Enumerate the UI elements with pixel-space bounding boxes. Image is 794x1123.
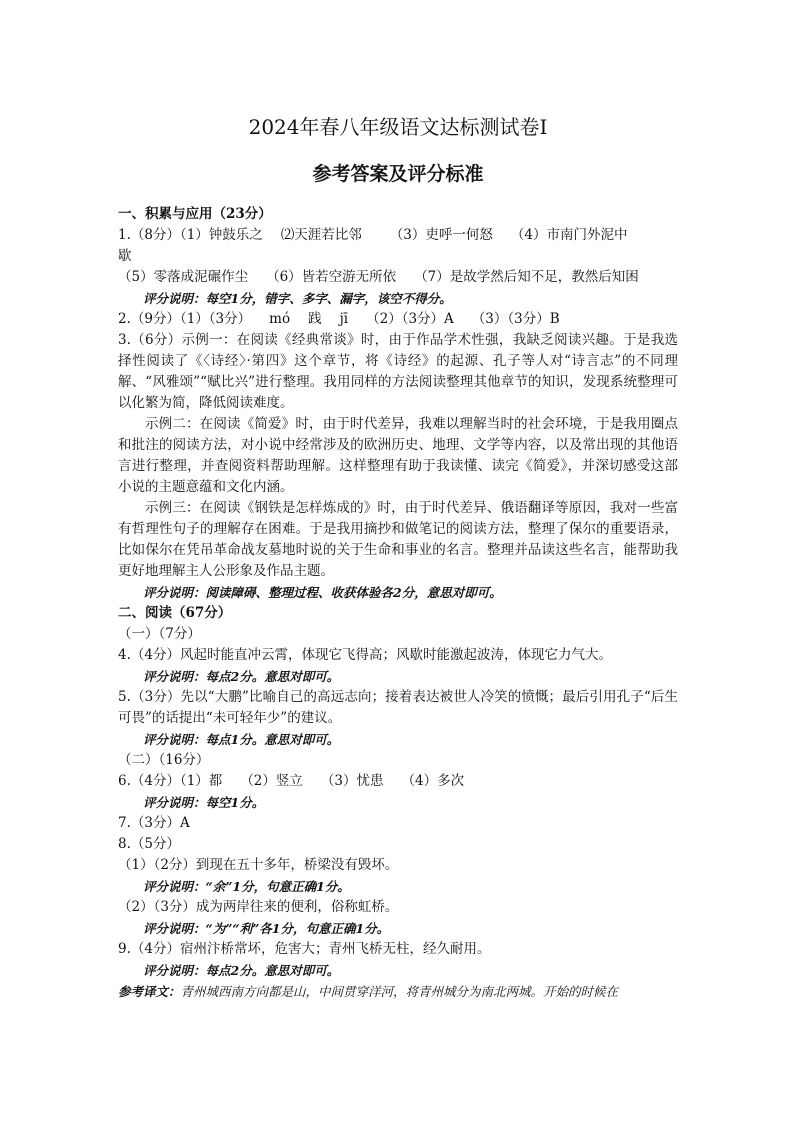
reference-translation bbox=[118, 981, 678, 1002]
q2-part-2: （2）（3分）A bbox=[366, 311, 454, 327]
q2-pinyin-2: jī bbox=[339, 311, 349, 327]
q4-answer: 4.（4分）风起时能直冲云霄，体现它飞得高；风歇时能激起波涛，体现它力气大。 bbox=[118, 647, 612, 663]
q1-line-2 bbox=[118, 267, 678, 288]
q8-2-answer: （2）（3分）成为两岸往来的便利，俗称虹桥。 bbox=[118, 899, 399, 915]
part-1-label: （一）（7分） bbox=[118, 626, 201, 642]
q3-scoring-note: 评分说明：阅读障碍、整理过程、收获体验各2分，意思对即可。 bbox=[143, 585, 502, 600]
q7-answer: 7.（3分）A bbox=[118, 815, 190, 831]
q6-item-1: 6.（4分）（1）都 bbox=[118, 773, 223, 789]
q6-line bbox=[118, 771, 678, 792]
q1-item-4: （4）市南门外泥中 bbox=[510, 227, 628, 243]
q1-scoring-note: 评分说明：每空1分，错字、多字、漏字，该空不得分。 bbox=[143, 291, 452, 306]
q8-1-scoring-note: 评分说明：“余”1分，句意正确1分。 bbox=[143, 879, 350, 894]
q6-item-2: （2）竖立 bbox=[240, 773, 303, 789]
q8-label: 8.（5分） bbox=[118, 836, 180, 852]
q5-scoring-note: 评分说明：每点1分。意思对即可。 bbox=[143, 732, 340, 747]
q9-scoring-note: 评分说明：每点2分。意思对即可。 bbox=[143, 963, 340, 978]
q6-scoring-note: 评分说明：每空1分。 bbox=[143, 795, 265, 810]
q2-pinyin-1: mó bbox=[269, 311, 291, 327]
translation-label: 参考译文： bbox=[118, 984, 181, 999]
q6-item-3: （3）忧患 bbox=[320, 773, 384, 789]
q9-answer: 9.（4分）宿州汴桥常坏，危害大；青州飞桥无柱，经久耐用。 bbox=[118, 941, 491, 957]
part-2-label: （二）（16分） bbox=[118, 752, 210, 768]
q1-item-1: 1.（8分）（1）钟鼓乐之 bbox=[118, 227, 263, 243]
q4-scoring-note: 评分说明：每点2分。意思对即可。 bbox=[143, 669, 340, 684]
q1-item-2: ⑵天涯若比邻 bbox=[280, 227, 362, 243]
section-2-heading: 二、阅读（67分） bbox=[118, 605, 232, 621]
q2-part-3: （3）（3分）B bbox=[471, 311, 560, 327]
q3-example-3: 示例三：在阅读《钢铁是怎样炼成的》时，由于时代差异、俄语翻译等原因，我对一些富有哲理性句子的理解存在困难。于是我用摘抄和做笔记的阅读方法，整理了保尔的重要语录，比如保尔在凭吊革命战友墓地时说的关于生命和事业的名言。整理并品读这些名言，能帮助我更好地理解主人公形象及作品主题。 bbox=[118, 500, 678, 579]
translation-text: 青州城西南方向都是山，中间贯穿洋河，将青州城分为南北两城。开始的时候在 bbox=[180, 984, 619, 999]
q2-part-1: 2.（9分）（1）（3分） bbox=[118, 311, 252, 327]
q1-item-3: （3）吏呼一何怒 bbox=[389, 227, 493, 243]
q2-line bbox=[118, 309, 678, 330]
q8-1-answer: （1）（2分）到现在五十多年，桥梁没有毁坏。 bbox=[118, 857, 399, 873]
page-subtitle: 参考答案及评分标准 bbox=[312, 163, 484, 185]
q3-example-1: 3.（6分）示例一：在阅读《经典常谈》时，由于作品学术性强，我缺乏阅读兴趣。于是我选择性阅读了《〈诗经〉·第四》这个章节，将《诗经》的起源、孔子等人对“诗言志”的不同理解、“风雅颂”“赋比兴”进行整理。我用同样的方法阅读整理其他章节的知识，发现系统整理可以化繁为简，降低阅读难度。 bbox=[118, 332, 678, 411]
q1-item-7: （7）是故学然后知不足，教然后知困 bbox=[414, 269, 639, 285]
q1-item-6: （6）皆若空游无所依 bbox=[266, 269, 397, 285]
page-title: 2024年春八年级语文达标测试卷Ⅰ bbox=[248, 115, 548, 139]
q2-char: 践 bbox=[308, 311, 322, 327]
q1-line-1-continued: 歇 bbox=[118, 248, 132, 264]
q5-answer: 5.（3分）先以“大鹏”比喻自己的高远志向；接着表达被世人冷笑的愤慨；最后引用孔子“后生可畏”的话提出“未可轻年少”的建议。 bbox=[118, 689, 678, 726]
answer-key-content bbox=[118, 106, 678, 1002]
q3-example-2: 示例二：在阅读《简爱》时，由于时代差异，我难以理解当时的社会环境，于是我用圈点和批注的阅读方法，对小说中经常涉及的欧洲历史、地理、文学等内容，以及常出现的其他语言进行整理，并查阅资料帮助理解。这样整理有助于我读懂、读完《简爱》，并深切感受这部小说的主题意蕴和文化内涵。 bbox=[118, 416, 678, 495]
q1-line-1 bbox=[118, 225, 678, 246]
q8-2-scoring-note: 评分说明：“为”“利”各1分，句意正确1分。 bbox=[143, 921, 390, 936]
q6-item-4: （4）多次 bbox=[401, 773, 465, 789]
section-1-heading: 一、积累与应用（23分） bbox=[118, 206, 272, 222]
q1-item-5: （5）零落成泥碾作尘 bbox=[118, 269, 249, 285]
